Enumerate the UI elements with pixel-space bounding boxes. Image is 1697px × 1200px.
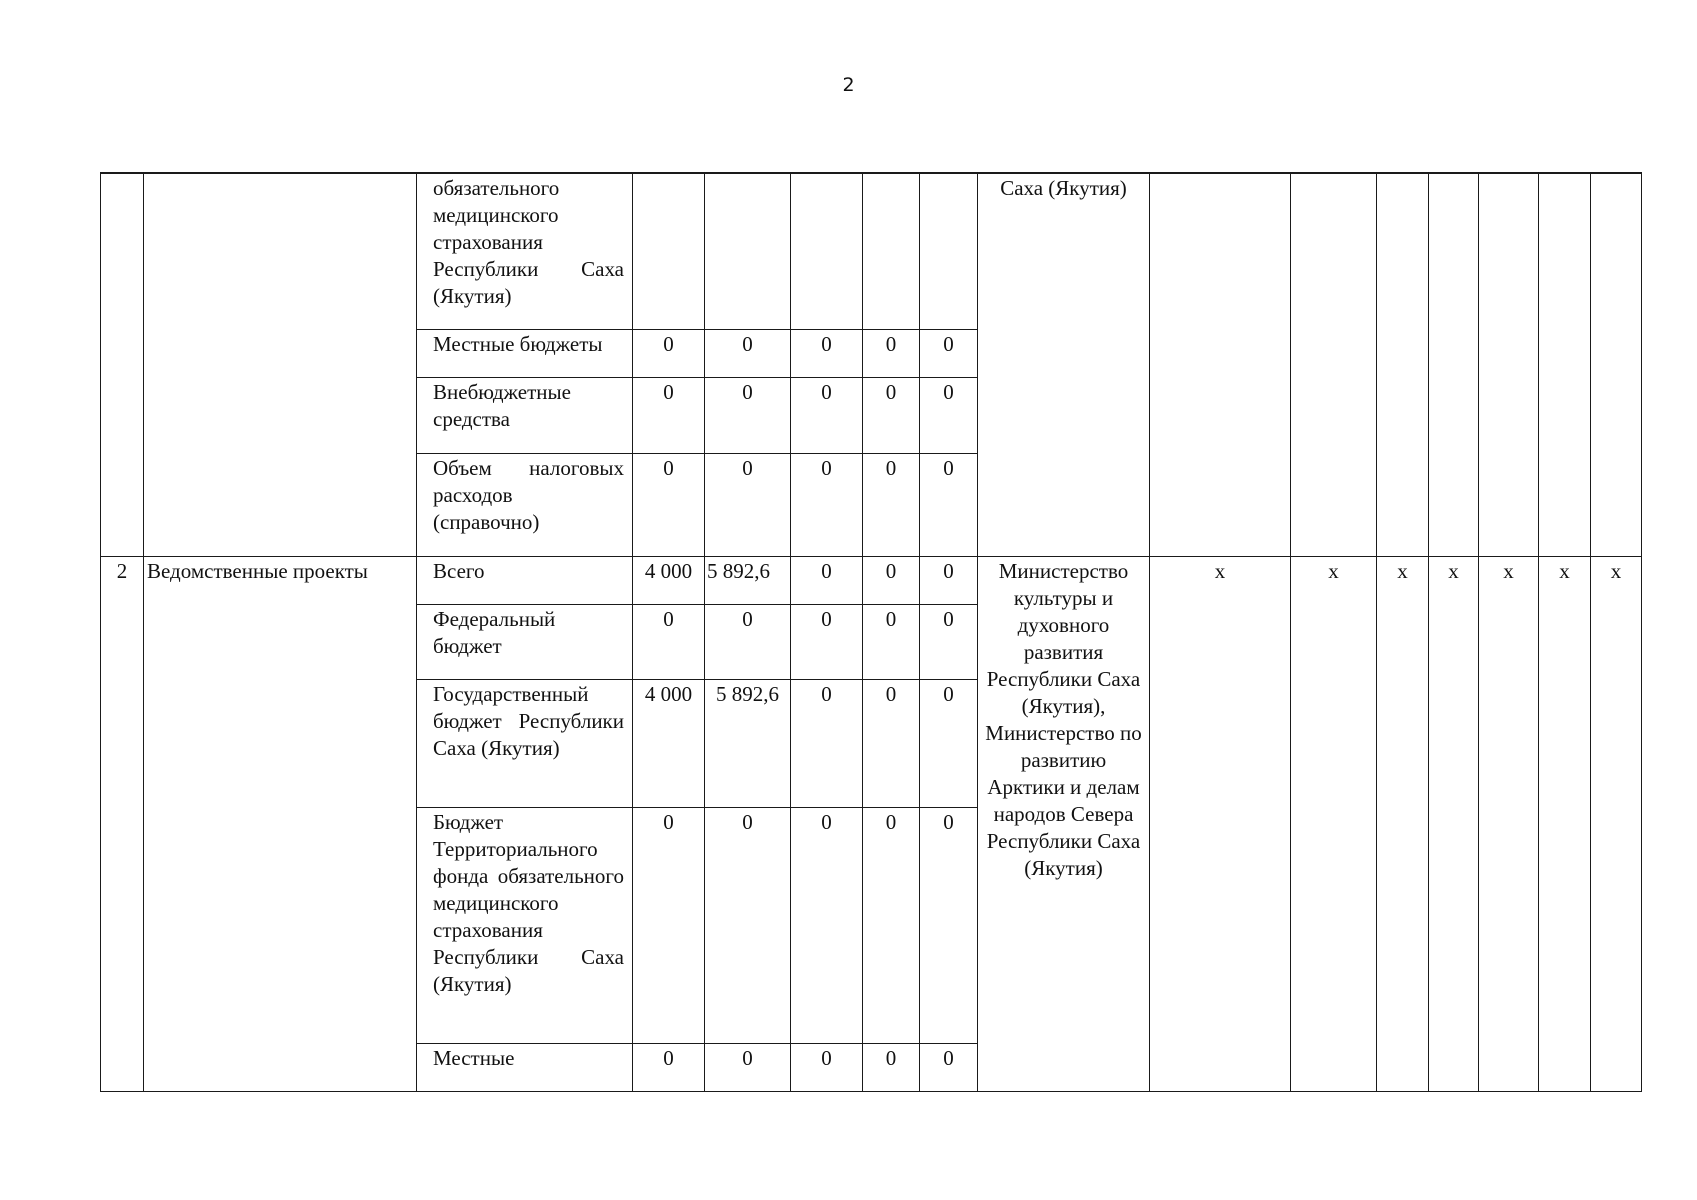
value-cell: 0: [863, 453, 920, 556]
value-cell: 4 000: [633, 679, 705, 807]
value-cell: [791, 173, 863, 329]
indicator-cell: [1291, 173, 1377, 556]
value-cell: 0: [791, 1043, 863, 1091]
indicator-cell: [1377, 173, 1429, 556]
value-cell: [705, 173, 791, 329]
table-row: [101, 556, 1642, 604]
value-cell: 0: [633, 604, 705, 679]
value-cell: 0: [920, 679, 978, 807]
value-cell: 0: [863, 377, 920, 453]
table-row: [101, 173, 1642, 329]
value-cell: 0: [920, 556, 978, 604]
value-cell: 5 892,6: [705, 556, 791, 604]
funding-source-cell: Государственный бюджет Республики Саха (Якутия): [417, 679, 633, 807]
value-cell: 0: [791, 604, 863, 679]
responsible-cell: Саха (Якутия): [978, 173, 1150, 556]
value-cell: 0: [920, 1043, 978, 1091]
value-cell: 0: [791, 556, 863, 604]
value-cell: 0: [863, 679, 920, 807]
indicator-cell: х: [1291, 556, 1377, 1091]
indicator-cell: х: [1150, 556, 1291, 1091]
value-cell: 0: [791, 329, 863, 377]
value-cell: 0: [863, 1043, 920, 1091]
value-cell: 0: [791, 377, 863, 453]
value-cell: 0: [705, 1043, 791, 1091]
page-number: 2: [842, 74, 855, 96]
value-cell: 0: [705, 807, 791, 1043]
value-cell: [633, 173, 705, 329]
value-cell: 0: [705, 329, 791, 377]
funding-table: [100, 172, 1642, 1092]
indicator-cell: [1150, 173, 1291, 556]
value-cell: 0: [920, 807, 978, 1043]
funding-source-cell: Федеральный бюджет: [417, 604, 633, 679]
value-cell: 0: [920, 329, 978, 377]
value-cell: 0: [920, 377, 978, 453]
value-cell: 0: [633, 1043, 705, 1091]
value-cell: 0: [633, 453, 705, 556]
funding-source-cell: Внебюджетные средства: [417, 377, 633, 453]
indicator-cell: [1429, 173, 1479, 556]
responsible-cell: Министерство культуры и духовного развития Республики Саха (Якутия), Министерство по развитию Арктики и делам народов Севера Республики Саха (Якутия): [978, 556, 1150, 1091]
funding-source-cell: обязательного медицинского страхования Республики Саха (Якутия): [417, 173, 633, 329]
value-cell: 0: [863, 556, 920, 604]
value-cell: 0: [633, 807, 705, 1043]
funding-source-cell: Объем налоговых расходов (справочно): [417, 453, 633, 556]
indicator-cell: [1479, 173, 1539, 556]
funding-source-cell: Местные: [417, 1043, 633, 1091]
value-cell: [863, 173, 920, 329]
funding-source-cell: Местные бюджеты: [417, 329, 633, 377]
value-cell: 0: [863, 604, 920, 679]
value-cell: 0: [920, 604, 978, 679]
value-cell: 0: [863, 807, 920, 1043]
value-cell: 0: [920, 453, 978, 556]
row-name-cell: Ведомственные проекты: [144, 556, 417, 1091]
value-cell: 0: [633, 377, 705, 453]
row-number-cell: 2: [101, 556, 144, 1091]
value-cell: 0: [791, 807, 863, 1043]
funding-source-cell: Бюджет Территориального фонда обязательного медицинского страхования Республики Саха (Якутия): [417, 807, 633, 1043]
funding-source-cell: Всего: [417, 556, 633, 604]
value-cell: 0: [633, 329, 705, 377]
indicator-cell: [1591, 173, 1642, 556]
value-cell: 0: [705, 453, 791, 556]
indicator-cell: х: [1479, 556, 1539, 1091]
indicator-cell: х: [1591, 556, 1642, 1091]
row-name-cell: [144, 173, 417, 556]
value-cell: 0: [863, 329, 920, 377]
indicator-cell: х: [1377, 556, 1429, 1091]
value-cell: 0: [705, 377, 791, 453]
value-cell: 0: [705, 604, 791, 679]
indicator-cell: х: [1429, 556, 1479, 1091]
value-cell: 0: [791, 453, 863, 556]
row-number-cell: [101, 173, 144, 556]
value-cell: 0: [791, 679, 863, 807]
value-cell: 5 892,6: [705, 679, 791, 807]
value-cell: 4 000: [633, 556, 705, 604]
value-cell: [920, 173, 978, 329]
indicator-cell: [1539, 173, 1591, 556]
indicator-cell: х: [1539, 556, 1591, 1091]
